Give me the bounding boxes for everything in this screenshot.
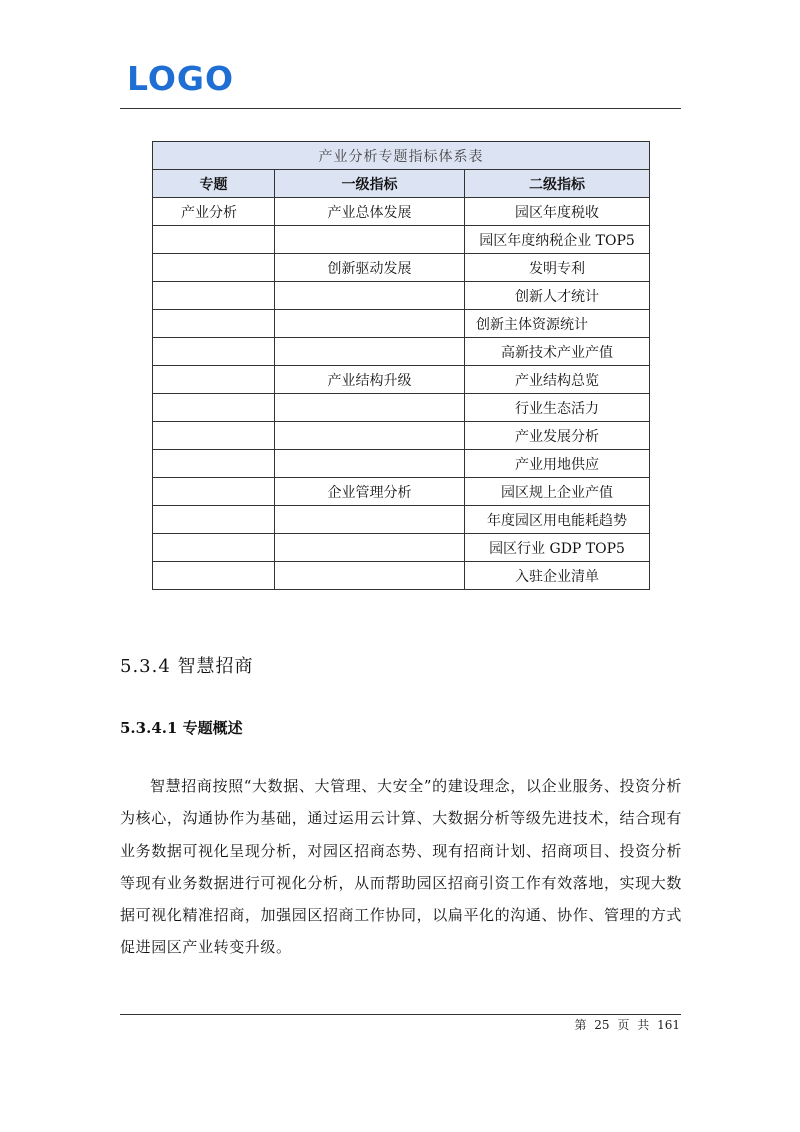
cell-level2: 入驻企业清单: [465, 562, 650, 590]
table-row: [153, 506, 650, 534]
page-label: 第: [574, 1018, 587, 1032]
table-row: [153, 534, 650, 562]
cell-topic: [153, 254, 275, 282]
cell-level2: 年度园区用电能耗趋势: [465, 506, 650, 534]
total-label: 共: [637, 1018, 650, 1032]
cell-level2: 园区行业 GDP TOP5: [465, 534, 650, 562]
table-row: [153, 478, 650, 506]
cell-level2: 园区规上企业产值: [465, 478, 650, 506]
table-row: [153, 282, 650, 310]
table-row: [153, 254, 650, 282]
column-header-level2: 二级指标: [465, 170, 650, 198]
page-unit: 页: [617, 1018, 630, 1032]
body-paragraph: 智慧招商按照“大数据、大管理、大安全”的建设理念，以企业服务、投资分析为核心，沟通协作为基础，通过运用云计算、大数据分析等级先进技术，结合现有业务数据可视化呈现分析，对园区招商态势、现有招商计划、招商项目、投资分析等现有业务数据进行可视化分析，从而帮助园区招商引资工作有效落地，实现大数据可视化精准招商，加强园区招商工作协同，以扁平化的沟通、协作、管理的方式促进园区产业转变升级。: [120, 777, 682, 957]
cell-topic: [153, 562, 275, 590]
cell-topic: [153, 310, 275, 338]
cell-level1: 产业结构升级: [275, 366, 465, 394]
cell-level1: 企业管理分析: [275, 478, 465, 506]
cell-topic: [153, 394, 275, 422]
cell-level1: [275, 394, 465, 422]
cell-level2: 创新人才统计: [465, 282, 650, 310]
cell-topic: [153, 338, 275, 366]
cell-topic: [153, 506, 275, 534]
table-row: [153, 198, 650, 226]
table-caption: 产业分析专题指标体系表: [153, 142, 650, 170]
logo: LOGO: [127, 59, 235, 98]
cell-topic: [153, 478, 275, 506]
table-row: [153, 450, 650, 478]
page-footer: [570, 1017, 680, 1033]
cell-level1: [275, 282, 465, 310]
subsection-heading: 5.3.4.1 专题概述: [120, 719, 243, 737]
total-pages: 161: [657, 1018, 680, 1032]
cell-level2: 园区年度纳税企业 TOP5: [465, 226, 650, 254]
cell-level2: 高新技术产业产值: [465, 338, 650, 366]
cell-level1: 创新驱动发展: [275, 254, 465, 282]
cell-level2: 行业生态活力: [465, 394, 650, 422]
table-row: [153, 562, 650, 590]
footer-divider: [120, 1014, 681, 1015]
page-number: 25: [594, 1018, 610, 1032]
cell-level1: 产业总体发展: [275, 198, 465, 226]
table-row: [153, 310, 650, 338]
table-row: [153, 366, 650, 394]
cell-level2: 产业结构总览: [465, 366, 650, 394]
cell-level2: 发明专利: [465, 254, 650, 282]
table-row: [153, 422, 650, 450]
table-row: [153, 394, 650, 422]
cell-level1: [275, 310, 465, 338]
cell-level1: [275, 506, 465, 534]
cell-topic: [153, 226, 275, 254]
cell-level1: [275, 450, 465, 478]
table-row: [153, 226, 650, 254]
cell-level2: 园区年度税收: [465, 198, 650, 226]
cell-level1: [275, 422, 465, 450]
table-header-row: [153, 170, 650, 198]
cell-level1: [275, 226, 465, 254]
indicator-table: [152, 141, 650, 590]
cell-topic: 产业分析: [153, 198, 275, 226]
cell-topic: [153, 422, 275, 450]
section-heading: 5.3.4 智慧招商: [120, 656, 254, 677]
cell-level1: [275, 338, 465, 366]
cell-level1: [275, 562, 465, 590]
cell-topic: [153, 450, 275, 478]
cell-topic: [153, 282, 275, 310]
cell-topic: [153, 534, 275, 562]
cell-level2: 产业用地供应: [465, 450, 650, 478]
column-header-topic: 专题: [153, 170, 275, 198]
header-divider: [120, 108, 681, 109]
cell-level2: 产业发展分析: [465, 422, 650, 450]
table-row: [153, 338, 650, 366]
cell-level1: [275, 534, 465, 562]
cell-topic: [153, 366, 275, 394]
cell-level2: 创新主体资源统计: [465, 310, 650, 338]
column-header-level1: 一级指标: [275, 170, 465, 198]
